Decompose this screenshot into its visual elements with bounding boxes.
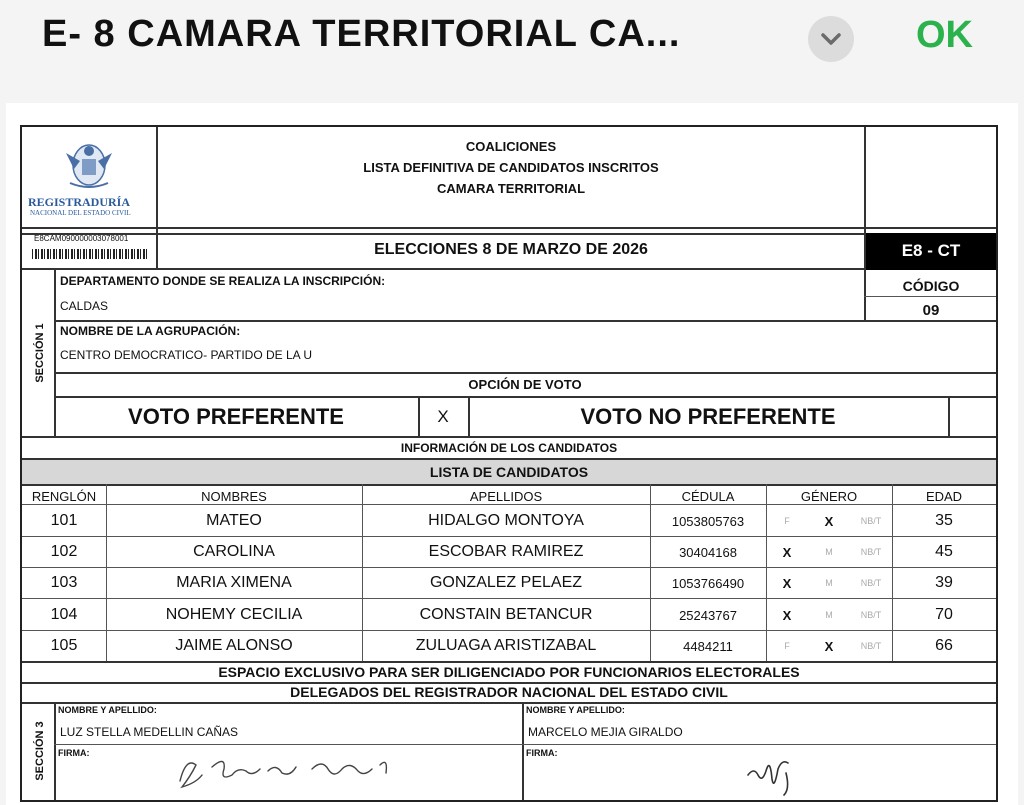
department-value: CALDAS (60, 299, 109, 313)
voto-preferente-mark: X (437, 407, 449, 426)
delegate-name-1: LUZ STELLA MEDELLIN CAÑAS (60, 725, 239, 739)
code-label: CÓDIGO (902, 278, 960, 294)
row-gen-nbt: NB/T (860, 547, 882, 557)
row-gen-m: M (825, 578, 833, 588)
department-label: DEPARTAMENTO DONDE SE REALIZA LA INSCRIPCIÓN: (60, 274, 386, 288)
name-label-2: NOMBRE Y APELLIDO: (526, 705, 625, 715)
row-cedula: 4484211 (683, 639, 733, 654)
row-nombres: JAIME ALONSO (175, 637, 293, 654)
row-renglon: 105 (50, 637, 78, 654)
voto-preferente-label: VOTO PREFERENTE (128, 404, 344, 429)
firma-label-2: FIRMA: (526, 748, 558, 758)
row-gen-f: F (784, 641, 790, 651)
row-apellidos: GONZALEZ PELAEZ (429, 574, 583, 591)
row-edad: 39 (935, 574, 953, 591)
row-apellidos: ZULUAGA ARISTIZABAL (415, 637, 597, 654)
exclusive-title: ESPACIO EXCLUSIVO PARA SER DILIGENCIADO POR FUNCIONARIOS ELECTORALES (218, 664, 800, 680)
row-nombres: CAROLINA (193, 543, 275, 560)
header-edad: EDAD (925, 489, 963, 504)
row-gen-m: X (824, 514, 834, 529)
row-nombres: MATEO (206, 512, 262, 529)
row-edad: 70 (935, 606, 953, 623)
election-title: ELECCIONES 8 DE MARZO DE 2026 (374, 241, 648, 258)
barcode-text: E8CAM090000003078001 (34, 234, 129, 243)
row-edad: 35 (935, 512, 953, 529)
row-apellidos: CONSTAIN BETANCUR (419, 606, 593, 623)
row-gen-m: X (824, 639, 834, 654)
header-renglon: RENGLÓN (31, 489, 97, 504)
signature-2 (742, 749, 802, 797)
row-renglon: 102 (50, 543, 78, 560)
row-edad: 45 (935, 543, 953, 560)
header-apellidos: APELLIDOS (469, 489, 543, 504)
row-cedula: 1053805763 (671, 514, 745, 529)
section-3-label: SECCIÓN 3 (34, 721, 46, 781)
row-apellidos: ESCOBAR RAMIREZ (428, 543, 584, 560)
row-cedula: 1053766490 (671, 576, 745, 591)
chevron-down-button[interactable] (808, 16, 854, 62)
row-gen-nbt: NB/T (860, 516, 882, 526)
name-label-1: NOMBRE Y APELLIDO: (58, 705, 157, 715)
row-nombres: NOHEMY CECILIA (165, 606, 303, 623)
header-title-3: CAMARA TERRITORIAL (436, 181, 586, 196)
form-e8 (20, 125, 998, 802)
top-bar (0, 0, 1024, 82)
delegates-title: DELEGADOS DEL REGISTRADOR NACIONAL DEL ESTADO CIVIL (290, 684, 728, 700)
header-genero: GÉNERO (800, 489, 858, 504)
row-nombres: MARIA XIMENA (176, 574, 292, 591)
row-cedula: 25243767 (679, 608, 737, 623)
row-gen-f: X (782, 576, 792, 591)
row-renglon: 103 (50, 574, 78, 591)
barcode (32, 249, 147, 259)
voto-no-preferente-label: VOTO NO PREFERENTE (580, 404, 836, 429)
registraduria-logo (58, 139, 120, 191)
row-cedula: 30404168 (679, 545, 737, 560)
row-edad: 66 (935, 637, 953, 654)
signature-1 (172, 747, 402, 793)
logo-text: REGISTRADURÍA (28, 195, 131, 209)
ok-button[interactable]: OK (916, 14, 973, 56)
header-nombres: NOMBRES (201, 489, 267, 504)
vote-option-title: OPCIÓN DE VOTO (468, 377, 582, 392)
group-value: CENTRO DEMOCRATICO- PARTIDO DE LA U (60, 348, 313, 362)
group-label: NOMBRE DE LA AGRUPACIÓN: (60, 324, 241, 338)
row-gen-nbt: NB/T (860, 578, 882, 588)
row-gen-m: M (825, 610, 833, 620)
header-title-1: COALICIONES (465, 139, 557, 154)
row-apellidos: HIDALGO MONTOYA (428, 512, 584, 529)
row-renglon: 101 (50, 512, 78, 529)
header-title-2: LISTA DEFINITIVA DE CANDIDATOS INSCRITOS (363, 160, 659, 175)
row-renglon: 104 (50, 606, 78, 623)
row-gen-f: F (784, 516, 790, 526)
row-gen-nbt: NB/T (860, 641, 882, 651)
document-title: E- 8 CAMARA TERRITORIAL CA... (42, 13, 681, 55)
row-gen-m: M (825, 547, 833, 557)
form-code: E8 - CT (901, 241, 961, 260)
firma-label-1: FIRMA: (58, 748, 90, 758)
row-gen-f: X (782, 545, 792, 560)
row-gen-nbt: NB/T (860, 610, 882, 620)
chevron-down-icon (820, 32, 842, 46)
code-value: 09 (922, 302, 940, 319)
logo-subtext: NACIONAL DEL ESTADO CIVIL (30, 209, 131, 217)
row-gen-f: X (782, 608, 792, 623)
header-cedula: CÉDULA (681, 489, 735, 504)
candidates-info-title: INFORMACIÓN DE LOS CANDIDATOS (400, 441, 618, 455)
section-1-label: SECCIÓN 1 (34, 323, 46, 383)
candidates-list-title: LISTA DE CANDIDATOS (429, 464, 589, 480)
delegate-name-2: MARCELO MEJIA GIRALDO (528, 725, 683, 739)
